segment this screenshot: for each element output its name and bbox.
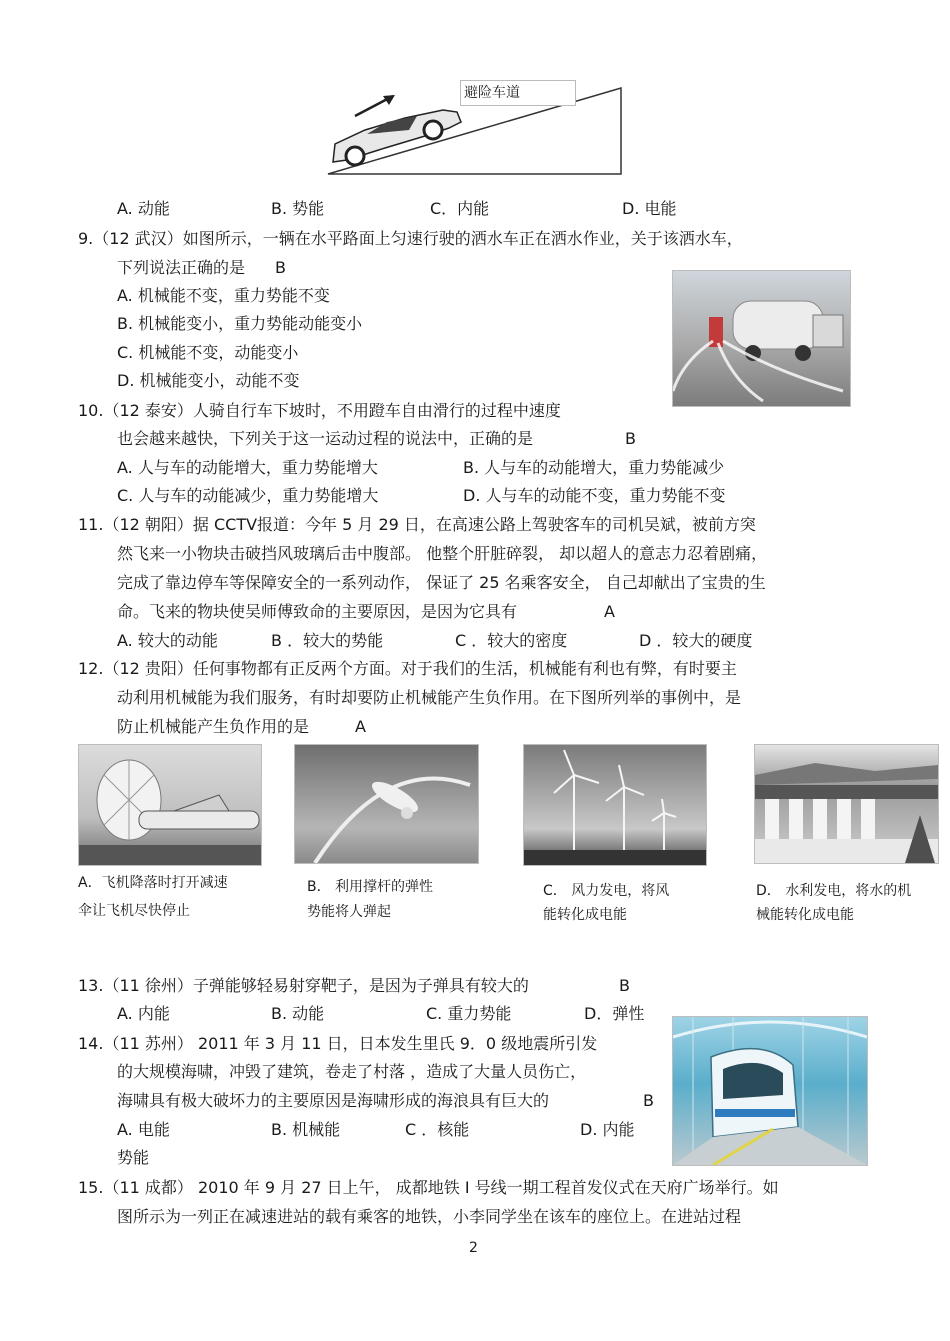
q12-caption-d-line1: D． 水利发电，将水的机 [756,883,912,899]
ramp-label: 避险车道 [464,85,520,101]
q10-stem-line1: 10.（12 泰安）人骑自行车下坡时，不用蹬车自由滑行的过程中速度 [78,401,561,420]
q12-caption-c-line2: 能转化成电能 [543,907,627,923]
q12-line3: 防止机械能产生负作用的是 [117,717,310,736]
q11-line1: 11.（12 朝阳）据 CCTV报道：今年 5 月 29 日，在高速公路上驾驶客车的司机吴斌，被前方突 [78,515,756,534]
q11-answer: A [604,602,615,621]
q11-line3: 完成了靠边停车等保障安全的一系列动作， 保证了 25 名乘客安全， 自己却献出了宝贵的生 [117,573,766,592]
q9-option-a: A. 机械能不变，重力势能不变 [117,286,330,305]
q10-option-a: A. 人与车的动能增大，重力势能增大 [117,458,378,477]
q12-line1: 12.（12 贵阳）任何事物都有正反两个方面。对于我们的生活，机械能有利也有弊，有时要主 [78,659,737,678]
q10-option-d: D. 人与车的动能不变，重力势能不变 [463,486,726,505]
q12-answer: A [355,717,366,736]
q9-option-d: D. 机械能变小，动能不变 [117,371,300,390]
page-number: 2 [469,1240,478,1256]
q14-line2: 的大规模海啸，冲毁了建筑，卷走了村落 ，造成了大量人员伤亡， [117,1062,587,1081]
q13-option-b: B. 动能 [271,1004,325,1023]
q15-line2: 图所示为一列正在减速进站的载有乘客的地铁，小李同学坐在该车的座位上。在进站过程 [117,1207,742,1226]
q12-caption-a-line2: 伞让飞机尽快停止 [78,903,190,919]
q8-option-d: D. 电能 [622,199,677,218]
q10-option-b: B. 人与车的动能增大，重力势能减少 [463,458,725,477]
q10-option-c: C. 人与车的动能减少，重力势能增大 [117,486,379,505]
ramp-label-box [460,80,576,106]
q8-option-a: A. 动能 [117,199,170,218]
q12-caption-b-line1: B． 利用撑杆的弹性 [307,879,434,895]
hydro-dam-photo [754,744,939,864]
q14-tail: 势能 [117,1148,150,1167]
q9-stem-line2: 下列说法正确的是 [117,258,246,277]
q14-option-b: B. 机械能 [271,1120,341,1139]
q13-option-a: A. 内能 [117,1004,170,1023]
q12-caption-c-line1: C． 风力发电，将风 [543,883,670,899]
pole-vault-photo [294,744,479,864]
q12-caption-a-line1: A．飞机降落时打开减速 [78,875,228,891]
q11-option-d: D ．较大的硬度 [639,631,753,650]
q9-option-c: C. 机械能不变，动能变小 [117,343,299,362]
q14-line3: 海啸具有极大破坏力的主要原因是海啸形成的海浪具有巨大的 [117,1091,550,1110]
sprinkler-truck-photo [672,270,851,407]
q14-option-a: A. 电能 [117,1120,170,1139]
q13-option-c: C. 重力势能 [426,1004,512,1023]
q8-option-c: C．内能 [430,199,490,218]
q9-answer: B [275,258,286,277]
q13-stem: 13.（11 徐州）子弹能够轻易射穿靶子，是因为子弹具有较大的 [78,976,529,995]
q13-option-d: D．弹性 [584,1004,645,1023]
q11-line2: 然飞来一小物块击破挡风玻璃后击中腹部。 他整个肝脏碎裂， 却以超人的意志力忍着剧痛， [117,544,768,563]
q11-option-c: C ．较大的密度 [455,631,568,650]
q12-line2: 动利用机械能为我们服务，有时却要防止机械能产生负作用。在下图所列举的事例中，是 [117,688,742,707]
q14-answer: B [643,1091,654,1110]
q9-stem-line1: 9.（12 武汉）如图所示，一辆在水平路面上匀速行驶的洒水车正在洒水作业，关于该洒水车， [78,229,743,248]
q14-line1: 14.（11 苏州） 2011 年 3 月 11 日，日本发生里氏 9．0 级地震所引发 [78,1034,598,1053]
wind-turbines-photo [523,744,707,866]
q11-option-b: B ．较大的势能 [271,631,384,650]
q8-option-b: B. 势能 [271,199,325,218]
q11-option-a: A. 较大的动能 [117,631,218,650]
airplane-parachute-photo [78,744,262,866]
subway-train-photo [672,1016,868,1166]
q13-answer: B [619,976,630,995]
q10-stem-line2: 也会越来越快，下列关于这一运动过程的说法中，正确的是 [117,429,534,448]
q12-caption-d-line2: 械能转化成电能 [756,907,854,923]
q11-line4: 命。飞来的物块使吴师傅致命的主要原因，是因为它具有 [117,602,518,621]
q15-line1: 15.（11 成都） 2010 年 9 月 27 日上午， 成都地铁 Ⅰ 号线一期工程首发仪式在天府广场举行。如 [78,1178,779,1197]
q10-answer: B [625,429,636,448]
q9-option-b: B. 机械能变小，重力势能动能变小 [117,314,363,333]
q12-caption-b-line2: 势能将人弹起 [307,904,391,920]
q14-option-c: C ．核能 [405,1120,470,1139]
q14-option-d: D. 内能 [580,1120,635,1139]
